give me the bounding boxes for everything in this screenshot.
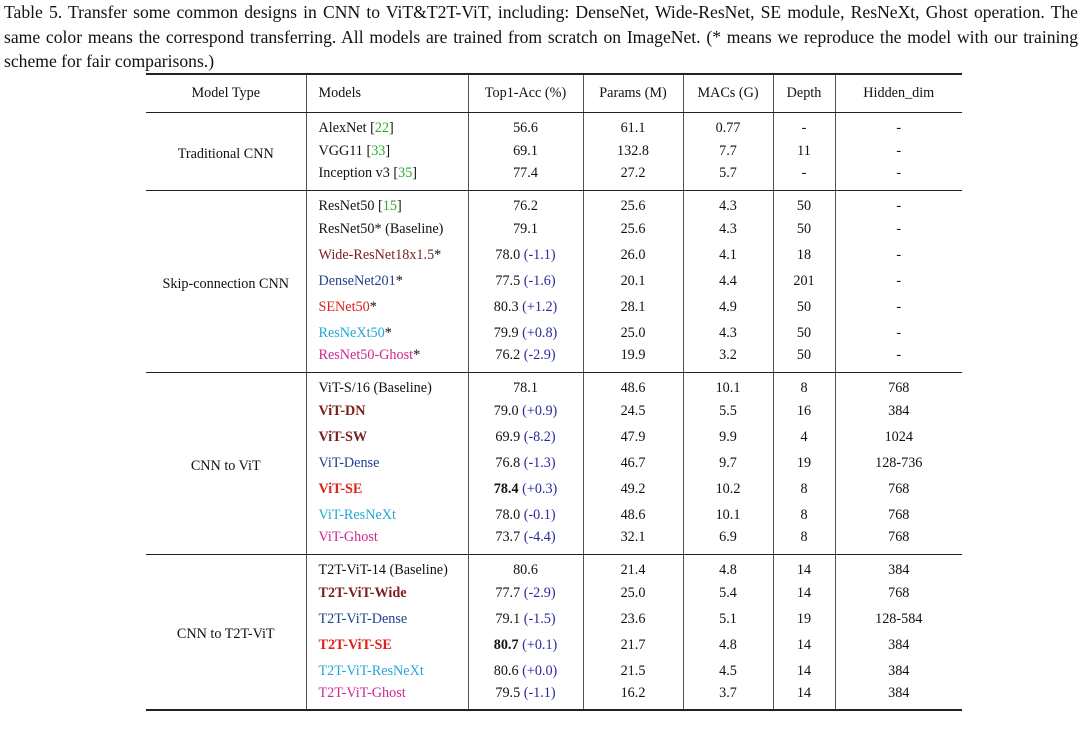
top1-acc-value: 78.0	[495, 246, 521, 263]
hidden-dim-cell: 384	[835, 398, 962, 424]
model-name: ViT-Dense	[318, 454, 380, 471]
model-name: ViT-DN	[318, 402, 366, 419]
model-name: ViT-Ghost	[318, 528, 378, 545]
hidden-dim-cell: 128-736	[835, 450, 962, 476]
col-header-macs: MACs (G)	[683, 74, 773, 112]
depth-cell: -	[773, 112, 835, 138]
col-header-params: Params (M)	[583, 74, 683, 112]
params-cell: 19.9	[583, 346, 683, 372]
macs-cell: 5.5	[683, 398, 773, 424]
top1-acc-delta: (-0.1)	[523, 506, 556, 523]
depth-cell: 14	[773, 658, 835, 684]
top1-acc-cell	[468, 632, 583, 658]
model-name: ViT-S/16 (Baseline)	[318, 379, 432, 396]
model-name: ResNeXt50	[318, 324, 385, 341]
params-cell: 48.6	[583, 372, 683, 398]
params-cell: 49.2	[583, 476, 683, 502]
params-cell: 25.6	[583, 216, 683, 242]
top1-acc-value: 77.5	[495, 272, 521, 289]
model-name-cell	[306, 320, 468, 346]
hidden-dim-cell: -	[835, 112, 962, 138]
top1-acc-delta: (+0.8)	[522, 324, 558, 341]
model-suffix: *	[369, 298, 377, 315]
params-cell: 21.7	[583, 632, 683, 658]
top1-acc-delta: (+0.3)	[522, 480, 558, 497]
params-cell: 47.9	[583, 424, 683, 450]
model-suffix: ]	[389, 119, 394, 136]
hidden-dim-cell: -	[835, 294, 962, 320]
model-name: DenseNet201	[318, 272, 396, 289]
top1-acc-delta: (-8.2)	[523, 428, 556, 445]
top1-acc-cell	[468, 424, 583, 450]
hidden-dim-cell: 384	[835, 554, 962, 580]
model-type-cell: CNN to T2T-ViT	[146, 554, 306, 710]
depth-cell: 14	[773, 580, 835, 606]
top1-acc-delta: (+1.2)	[522, 298, 558, 315]
macs-cell: 3.7	[683, 684, 773, 710]
top1-acc-cell	[468, 606, 583, 632]
hidden-dim-cell: -	[835, 346, 962, 372]
depth-cell: 8	[773, 528, 835, 554]
table-group	[146, 372, 962, 554]
top1-acc-value: 78.4	[493, 480, 519, 497]
top1-acc-cell	[468, 346, 583, 372]
top1-acc-cell	[468, 268, 583, 294]
depth-cell: 19	[773, 450, 835, 476]
table-group	[146, 112, 962, 190]
model-type-cell: Skip-connection CNN	[146, 190, 306, 372]
model-suffix: *	[395, 272, 403, 289]
macs-cell: 4.1	[683, 242, 773, 268]
top1-acc-delta: (-1.1)	[523, 684, 556, 701]
hidden-dim-cell: 384	[835, 684, 962, 710]
macs-cell: 4.8	[683, 554, 773, 580]
top1-acc-value: 73.7	[495, 528, 521, 545]
model-name: ResNet50	[318, 197, 379, 214]
citation-link[interactable]: 33	[371, 142, 386, 159]
hidden-dim-cell: 768	[835, 528, 962, 554]
hidden-dim-cell: 1024	[835, 424, 962, 450]
model-name-cell	[306, 294, 468, 320]
model-name-cell	[306, 450, 468, 476]
model-name: T2T-ViT-ResNeXt	[318, 662, 424, 679]
model-name: ViT-SW	[318, 428, 368, 445]
hidden-dim-cell: -	[835, 164, 962, 190]
macs-cell: 9.7	[683, 450, 773, 476]
depth-cell: 50	[773, 216, 835, 242]
params-cell: 20.1	[583, 268, 683, 294]
table-row	[146, 190, 962, 216]
macs-cell: 4.4	[683, 268, 773, 294]
hidden-dim-cell: 384	[835, 632, 962, 658]
depth-cell: 18	[773, 242, 835, 268]
macs-cell: 4.3	[683, 216, 773, 242]
hidden-dim-cell: 768	[835, 502, 962, 528]
top1-acc-delta: (-4.4)	[523, 528, 556, 545]
depth-cell: 14	[773, 632, 835, 658]
macs-cell: 6.9	[683, 528, 773, 554]
model-name-cell	[306, 164, 468, 190]
params-cell: 23.6	[583, 606, 683, 632]
model-name-cell	[306, 346, 468, 372]
model-name: ViT-SE	[318, 480, 363, 497]
model-name: ResNet50-Ghost	[318, 346, 414, 363]
model-name-cell	[306, 242, 468, 268]
table-row	[146, 372, 962, 398]
top1-acc-value: 76.2	[495, 346, 521, 363]
top1-acc-value: 78.1	[513, 379, 538, 396]
model-name-cell	[306, 476, 468, 502]
top1-acc-delta: (-1.6)	[523, 272, 556, 289]
params-cell: 16.2	[583, 684, 683, 710]
hidden-dim-cell: 768	[835, 372, 962, 398]
model-name-cell	[306, 528, 468, 554]
top1-acc-cell	[468, 476, 583, 502]
top1-acc-value: 80.3	[493, 298, 519, 315]
params-cell: 25.0	[583, 320, 683, 346]
model-type-cell: CNN to ViT	[146, 372, 306, 554]
macs-cell: 5.1	[683, 606, 773, 632]
params-cell: 26.0	[583, 242, 683, 268]
top1-acc-value: 69.1	[513, 142, 538, 159]
top1-acc-delta: (+0.1)	[522, 636, 558, 653]
model-name-cell	[306, 684, 468, 710]
col-header-top1-acc: Top1-Acc (%)	[468, 74, 583, 112]
citation-link[interactable]: 15	[382, 197, 397, 214]
hidden-dim-cell: -	[835, 320, 962, 346]
top1-acc-delta: (-1.5)	[523, 610, 556, 627]
top1-acc-cell	[468, 502, 583, 528]
top1-acc-value: 79.0	[493, 402, 519, 419]
top1-acc-cell	[468, 398, 583, 424]
macs-cell: 9.9	[683, 424, 773, 450]
model-name-cell	[306, 554, 468, 580]
model-name-cell	[306, 606, 468, 632]
macs-cell: 0.77	[683, 112, 773, 138]
hidden-dim-cell: 384	[835, 658, 962, 684]
depth-cell: 50	[773, 320, 835, 346]
model-name-cell	[306, 190, 468, 216]
citation-link[interactable]: 22	[374, 119, 390, 136]
model-name: SENet50	[318, 298, 370, 315]
depth-cell: 50	[773, 294, 835, 320]
top1-acc-value: 80.6	[493, 662, 519, 679]
top1-acc-value: 79.1	[495, 610, 521, 627]
depth-cell: -	[773, 164, 835, 190]
model-name: T2T-ViT-Ghost	[318, 684, 406, 701]
citation-bracket: [	[393, 164, 399, 181]
params-cell: 25.6	[583, 190, 683, 216]
model-name: ViT-ResNeXt	[318, 506, 396, 523]
model-suffix: ]	[385, 142, 391, 159]
top1-acc-delta: (+0.0)	[522, 662, 558, 679]
params-cell: 27.2	[583, 164, 683, 190]
params-cell: 21.4	[583, 554, 683, 580]
hidden-dim-cell: -	[835, 138, 962, 164]
top1-acc-cell	[468, 190, 583, 216]
depth-cell: 14	[773, 554, 835, 580]
top1-acc-delta: (-1.1)	[523, 246, 556, 263]
macs-cell: 4.8	[683, 632, 773, 658]
top1-acc-cell	[468, 216, 583, 242]
table-row	[146, 112, 962, 138]
hidden-dim-cell: 768	[835, 476, 962, 502]
top1-acc-cell	[468, 164, 583, 190]
model-name-cell	[306, 268, 468, 294]
top1-acc-cell	[468, 554, 583, 580]
macs-cell: 5.4	[683, 580, 773, 606]
top1-acc-value: 69.9	[495, 428, 521, 445]
macs-cell: 5.7	[683, 164, 773, 190]
params-cell: 24.5	[583, 398, 683, 424]
model-name-cell	[306, 372, 468, 398]
col-header-hidden-dim: Hidden_dim	[835, 74, 962, 112]
model-suffix: *	[413, 346, 421, 363]
model-name: VGG11	[318, 142, 367, 159]
macs-cell: 4.9	[683, 294, 773, 320]
model-name: T2T-ViT-Wide	[318, 584, 407, 601]
model-name-cell	[306, 138, 468, 164]
depth-cell: 16	[773, 398, 835, 424]
top1-acc-cell	[468, 294, 583, 320]
hidden-dim-cell: 768	[835, 580, 962, 606]
table-row	[146, 554, 962, 580]
macs-cell: 4.5	[683, 658, 773, 684]
params-cell: 48.6	[583, 502, 683, 528]
depth-cell: 50	[773, 190, 835, 216]
depth-cell: 50	[773, 346, 835, 372]
top1-acc-cell	[468, 450, 583, 476]
top1-acc-cell	[468, 112, 583, 138]
citation-bracket: [	[370, 119, 375, 136]
table-group	[146, 190, 962, 372]
depth-cell: 11	[773, 138, 835, 164]
top1-acc-value: 80.6	[513, 561, 538, 578]
model-name: Wide-ResNet18x1.5	[318, 246, 435, 263]
depth-cell: 201	[773, 268, 835, 294]
citation-bracket: [	[366, 142, 372, 159]
depth-cell: 8	[773, 476, 835, 502]
top1-acc-value: 76.2	[513, 197, 538, 214]
citation-link[interactable]: 35	[398, 164, 413, 181]
model-name-cell	[306, 216, 468, 242]
hidden-dim-cell: -	[835, 268, 962, 294]
macs-cell: 10.1	[683, 502, 773, 528]
model-type-cell: Traditional CNN	[146, 112, 306, 190]
col-header-model-type: Model Type	[146, 74, 306, 112]
model-name-cell	[306, 424, 468, 450]
top1-acc-value: 79.1	[513, 220, 538, 237]
top1-acc-delta: (-2.9)	[523, 584, 556, 601]
table-caption: Table 5. Transfer some common designs in CNN to ViT&T2T-ViT, including: DenseNet, Wide-ResNet, SE module, ResNeXt, Ghost operation. The same color means the correspond transferring. All models are trained from scratch on ImageNet. (* means we reproduce the model with our training scheme for fair comparisons.)	[4, 2, 1078, 71]
depth-cell: 19	[773, 606, 835, 632]
top1-acc-cell	[468, 372, 583, 398]
hidden-dim-cell: -	[835, 216, 962, 242]
top1-acc-value: 80.7	[493, 636, 519, 653]
top1-acc-cell	[468, 580, 583, 606]
model-name: ResNet50* (Baseline)	[318, 220, 444, 237]
col-header-depth: Depth	[773, 74, 835, 112]
top1-acc-value: 76.8	[495, 454, 521, 471]
params-cell: 28.1	[583, 294, 683, 320]
model-name: AlexNet	[318, 119, 371, 136]
model-name-cell	[306, 112, 468, 138]
macs-cell: 4.3	[683, 190, 773, 216]
hidden-dim-cell: -	[835, 242, 962, 268]
model-name: T2T-ViT-SE	[318, 636, 392, 653]
results-table	[146, 73, 962, 711]
top1-acc-cell	[468, 320, 583, 346]
top1-acc-delta: (-1.3)	[523, 454, 556, 471]
model-name-cell	[306, 658, 468, 684]
top1-acc-delta: (-2.9)	[523, 346, 556, 363]
depth-cell: 14	[773, 684, 835, 710]
depth-cell: 4	[773, 424, 835, 450]
model-name-cell	[306, 632, 468, 658]
hidden-dim-cell: -	[835, 190, 962, 216]
params-cell: 132.8	[583, 138, 683, 164]
model-suffix: *	[434, 246, 442, 263]
top1-acc-delta: (+0.9)	[522, 402, 558, 419]
model-name: T2T-ViT-14 (Baseline)	[318, 561, 448, 578]
top1-acc-value: 79.5	[495, 684, 521, 701]
model-name: Inception v3	[318, 164, 394, 181]
params-cell: 46.7	[583, 450, 683, 476]
top1-acc-cell	[468, 242, 583, 268]
model-suffix: ]	[396, 197, 402, 214]
top1-acc-value: 77.4	[513, 164, 538, 181]
macs-cell: 10.1	[683, 372, 773, 398]
macs-cell: 7.7	[683, 138, 773, 164]
top1-acc-value: 79.9	[493, 324, 519, 341]
col-header-models: Models	[306, 74, 468, 112]
depth-cell: 8	[773, 372, 835, 398]
top1-acc-value: 77.7	[495, 584, 521, 601]
top1-acc-cell	[468, 138, 583, 164]
macs-cell: 10.2	[683, 476, 773, 502]
model-name-cell	[306, 580, 468, 606]
model-name-cell	[306, 502, 468, 528]
top1-acc-cell	[468, 658, 583, 684]
top1-acc-value: 56.6	[513, 119, 538, 136]
model-name-cell	[306, 398, 468, 424]
macs-cell: 4.3	[683, 320, 773, 346]
params-cell: 21.5	[583, 658, 683, 684]
params-cell: 61.1	[583, 112, 683, 138]
model-suffix: *	[384, 324, 392, 341]
model-name: T2T-ViT-Dense	[318, 610, 408, 627]
macs-cell: 3.2	[683, 346, 773, 372]
params-cell: 32.1	[583, 528, 683, 554]
top1-acc-cell	[468, 528, 583, 554]
table-group	[146, 554, 962, 710]
model-suffix: ]	[412, 164, 418, 181]
params-cell: 25.0	[583, 580, 683, 606]
citation-bracket: [	[378, 197, 383, 214]
hidden-dim-cell: 128-584	[835, 606, 962, 632]
top1-acc-cell	[468, 684, 583, 710]
depth-cell: 8	[773, 502, 835, 528]
top1-acc-value: 78.0	[495, 506, 521, 523]
header-row	[146, 74, 962, 112]
